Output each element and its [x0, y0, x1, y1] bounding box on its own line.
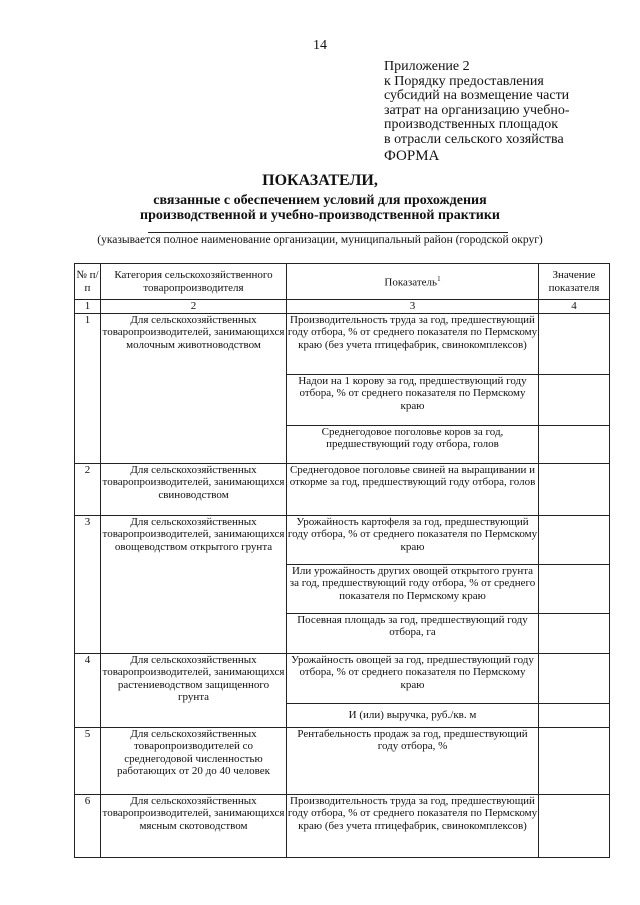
appendix-line: затрат на организацию учебно-	[384, 102, 570, 118]
header-num: № п/п	[75, 264, 101, 300]
indicator-cell: Производительность труда за год, предшествующий году отбора, % от среднего показателя по Пермскому краю (без учета птицефабрик, свинокомплексов)	[287, 794, 539, 857]
category-cell: Для сельскохозяйственных товаропроизводителей, занимающихся свиноводством	[101, 463, 287, 515]
column-number: 1	[75, 300, 101, 314]
indicator-cell: Среднегодовое поголовье свиней на выращивании и откорме за год, предшествующий году отбора, голов	[287, 463, 539, 515]
indicators-table	[74, 263, 610, 858]
category-cell: Для сельскохозяйственных товаропроизводителей, занимающихся растениеводством защищенного грунта	[101, 653, 287, 727]
header-value: Значение показателя	[539, 264, 610, 300]
category-cell: Для сельскохозяйственных товаропроизводителей со среднегодовой численностью работающих от 20 до 40 человек	[101, 727, 287, 794]
value-cell	[539, 653, 610, 703]
table-row	[75, 463, 610, 515]
indicator-cell: Производительность труда за год, предшествующий году отбора, % от среднего показателя по Пермскому краю (без учета птицефабрик, свинокомплексов)	[287, 313, 539, 374]
document-title: ПОКАЗАТЕЛИ,	[262, 172, 378, 189]
indicator-cell: Урожайность картофеля за год, предшествующий году отбора, % от среднего показателя по Пермскому краю	[287, 515, 539, 564]
appendix-note	[384, 60, 624, 147]
indicator-cell: Надои на 1 корову за год, предшествующий году отбора, % от среднего показателя по Пермскому краю	[287, 374, 539, 425]
table-header-row	[75, 264, 610, 300]
indicator-cell: Или урожайность других овощей открытого грунта за год, предшествующий году отбора, % от среднего показателя по Пермскому краю	[287, 564, 539, 613]
column-number: 4	[539, 300, 610, 314]
footnote-mark: 1	[437, 275, 441, 284]
value-cell	[539, 613, 610, 653]
value-cell	[539, 515, 610, 564]
table-row	[75, 313, 610, 374]
header-indicator	[287, 264, 539, 300]
header-indicator-label: Показатель	[384, 277, 438, 290]
row-number: 3	[75, 515, 101, 653]
appendix-line: Приложение 2	[384, 59, 470, 74]
value-cell	[539, 727, 610, 794]
row-number: 2	[75, 463, 101, 515]
value-cell	[539, 703, 610, 727]
appendix-line: субсидий на возмещение части	[384, 88, 570, 103]
organization-name-line	[148, 232, 508, 233]
category-cell: Для сельскохозяйственных товаропроизводителей, занимающихся молочным животноводством	[101, 313, 287, 463]
subtitle-line: связанные с обеспечением условий для прохождения	[153, 193, 487, 208]
row-number: 4	[75, 653, 101, 727]
subtitle-line: производственной и учебно-производственной практики	[140, 208, 500, 223]
table-row	[75, 515, 610, 564]
organization-caption: (указывается полное наименование организации, муниципальный район (городской округ)	[97, 234, 543, 246]
form-label: ФОРМА	[384, 148, 440, 164]
column-number-row	[75, 300, 610, 314]
value-cell	[539, 374, 610, 425]
category-cell: Для сельскохозяйственных товаропроизводителей, занимающихся овощеводством открытого грунта	[101, 515, 287, 653]
indicator-cell: Урожайность овощей за год, предшествующий году отбора, % от среднего показателя по Пермскому краю	[287, 653, 539, 703]
value-cell	[539, 425, 610, 463]
row-number: 5	[75, 727, 101, 794]
value-cell	[539, 794, 610, 857]
table-row	[75, 727, 610, 794]
row-number: 1	[75, 313, 101, 463]
column-number: 2	[101, 300, 287, 314]
category-cell: Для сельскохозяйственных товаропроизводителей, занимающихся мясным скотоводством	[101, 794, 287, 857]
table-row	[75, 653, 610, 703]
value-cell	[539, 313, 610, 374]
indicator-cell: И (или) выручка, руб./кв. м	[287, 703, 539, 727]
indicator-cell: Рентабельность продаж за год, предшествующий году отбора, %	[287, 727, 539, 794]
value-cell	[539, 463, 610, 515]
row-number: 6	[75, 794, 101, 857]
page-number: 14	[313, 38, 327, 53]
value-cell	[539, 564, 610, 613]
appendix-line: производственных площадок	[384, 117, 559, 132]
table-row	[75, 794, 610, 857]
indicator-cell: Среднегодовое поголовье коров за год, предшествующий году отбора, голов	[287, 425, 539, 463]
header-category: Категория сельскохозяйственного товаропроизводителя	[101, 264, 287, 300]
document-subtitle	[0, 193, 640, 223]
appendix-line: в отрасли сельского хозяйства	[384, 131, 564, 147]
column-number: 3	[287, 300, 539, 314]
appendix-line: к Порядку предоставления	[384, 73, 544, 89]
indicator-cell: Посевная площадь за год, предшествующий году отбора, га	[287, 613, 539, 653]
